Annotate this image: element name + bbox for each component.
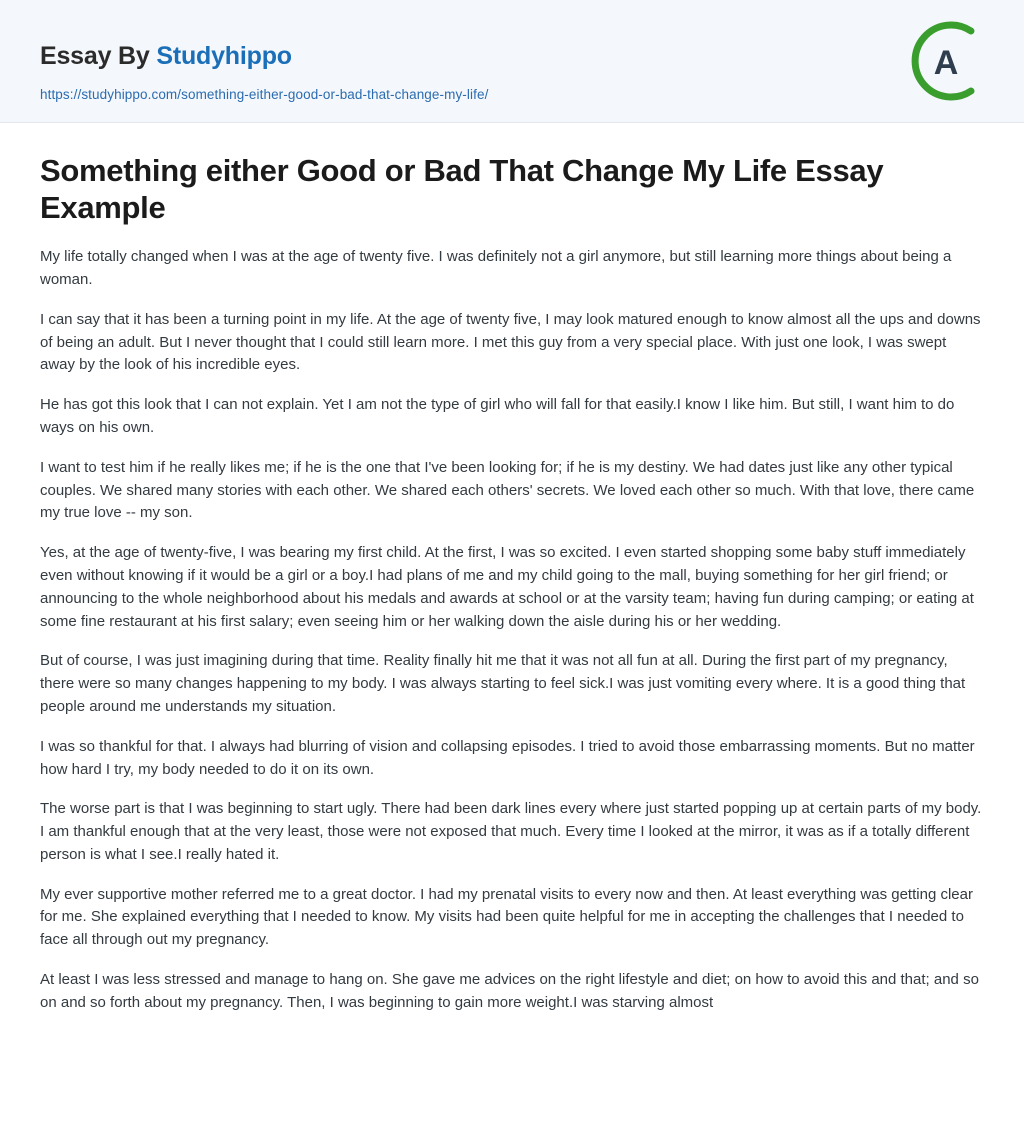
paragraph: At least I was less stressed and manage to hang on. She gave me advices on the right lifestyle and diet; on how to avoid this and that; and so on and so forth about my pregnancy. Then, I was beginning to gain more weight.I was starving almost bbox=[40, 971, 979, 1011]
brand-word-by: By bbox=[118, 42, 150, 70]
svg-text:A: A bbox=[933, 44, 959, 82]
studyhippo-logo-icon[interactable] bbox=[901, 17, 989, 105]
brand-title bbox=[40, 42, 292, 71]
paragraph: My life totally changed when I was at the age of twenty five. I was definitely not a girl anymore, but still learning more things about being a woman. bbox=[40, 248, 952, 288]
paragraph: I want to test him if he really likes me; if he is the one that I've been looking for; if he is my destiny. We had dates just like any other typical couples. We shared many stories with each other. We shared each others' secrets. We loved each other so much. With that love, there came my true love -- my son. bbox=[40, 458, 975, 522]
page-title: Something either Good or Bad That Change My Life Essay Example bbox=[40, 153, 884, 225]
paragraph: But of course, I was just imagining during that time. Reality finally hit me that it was not all fun at all. During the first part of my pregnancy, there were so many changes happening to my body. I was always starting to feel sick.I was just vomiting every where. It is a good thing that people around me understands my situation. bbox=[40, 652, 966, 715]
paragraph: Yes, at the age of twenty-five, I was bearing my first child. At the first, I was so excited. I even started shopping some baby stuff immediately even without knowing if it would be a girl or a boy.I had plans of me and my child going to the mall, buying something for her girl friend; or announcing to the whole neighborhood about his medals and awards at school or at the varsity team; having fun during camping; or eating at some fine restaurant at his first salary; even seeing him or her walking down the aisle during his or her wedding. bbox=[40, 544, 974, 630]
paragraph: He has got this look that I can not explain. Yet I am not the type of girl who will fall for that easily.I know I like him. But still, I want him to do ways on his own. bbox=[40, 396, 955, 436]
brand-word-studyhippo: Studyhippo bbox=[156, 42, 292, 70]
paragraph: The worse part is that I was beginning to start ugly. There had been dark lines every where just started popping up at certain parts of my body. I am thankful enough that at the very least, those were not exposed that much. Every time I looked at the mirror, it was as if a totally different person is what I see.I really hated it. bbox=[40, 800, 982, 863]
source-url-link[interactable]: https://studyhippo.com/something-either-good-or-bad-that-change-my-life/ bbox=[40, 87, 489, 102]
article-body bbox=[0, 123, 1024, 1055]
brand-word-essay: Essay bbox=[40, 42, 112, 70]
paragraph: I was so thankful for that. I always had blurring of vision and collapsing episodes. I tried to avoid those embarrassing moments. But no matter how hard I try, my body needed to do it on its own. bbox=[40, 737, 975, 778]
site-header bbox=[0, 0, 1024, 123]
paragraph: I can say that it has been a turning point in my life. At the age of twenty five, I may look matured enough to know almost all the ups and downs of being an adult. But I never thought that I could still learn more. I met this guy from a very special place. With just one look, I was swept away by the look of his incredible eyes. bbox=[40, 310, 981, 374]
paragraph: My ever supportive mother referred me to a great doctor. I had my prenatal visits to every now and then. At least everything was getting clear for me. She explained everything that I needed to know. My visits had been quite helpful for me in accepting the challenges that I needed to face all through out my pregnancy. bbox=[40, 885, 973, 949]
